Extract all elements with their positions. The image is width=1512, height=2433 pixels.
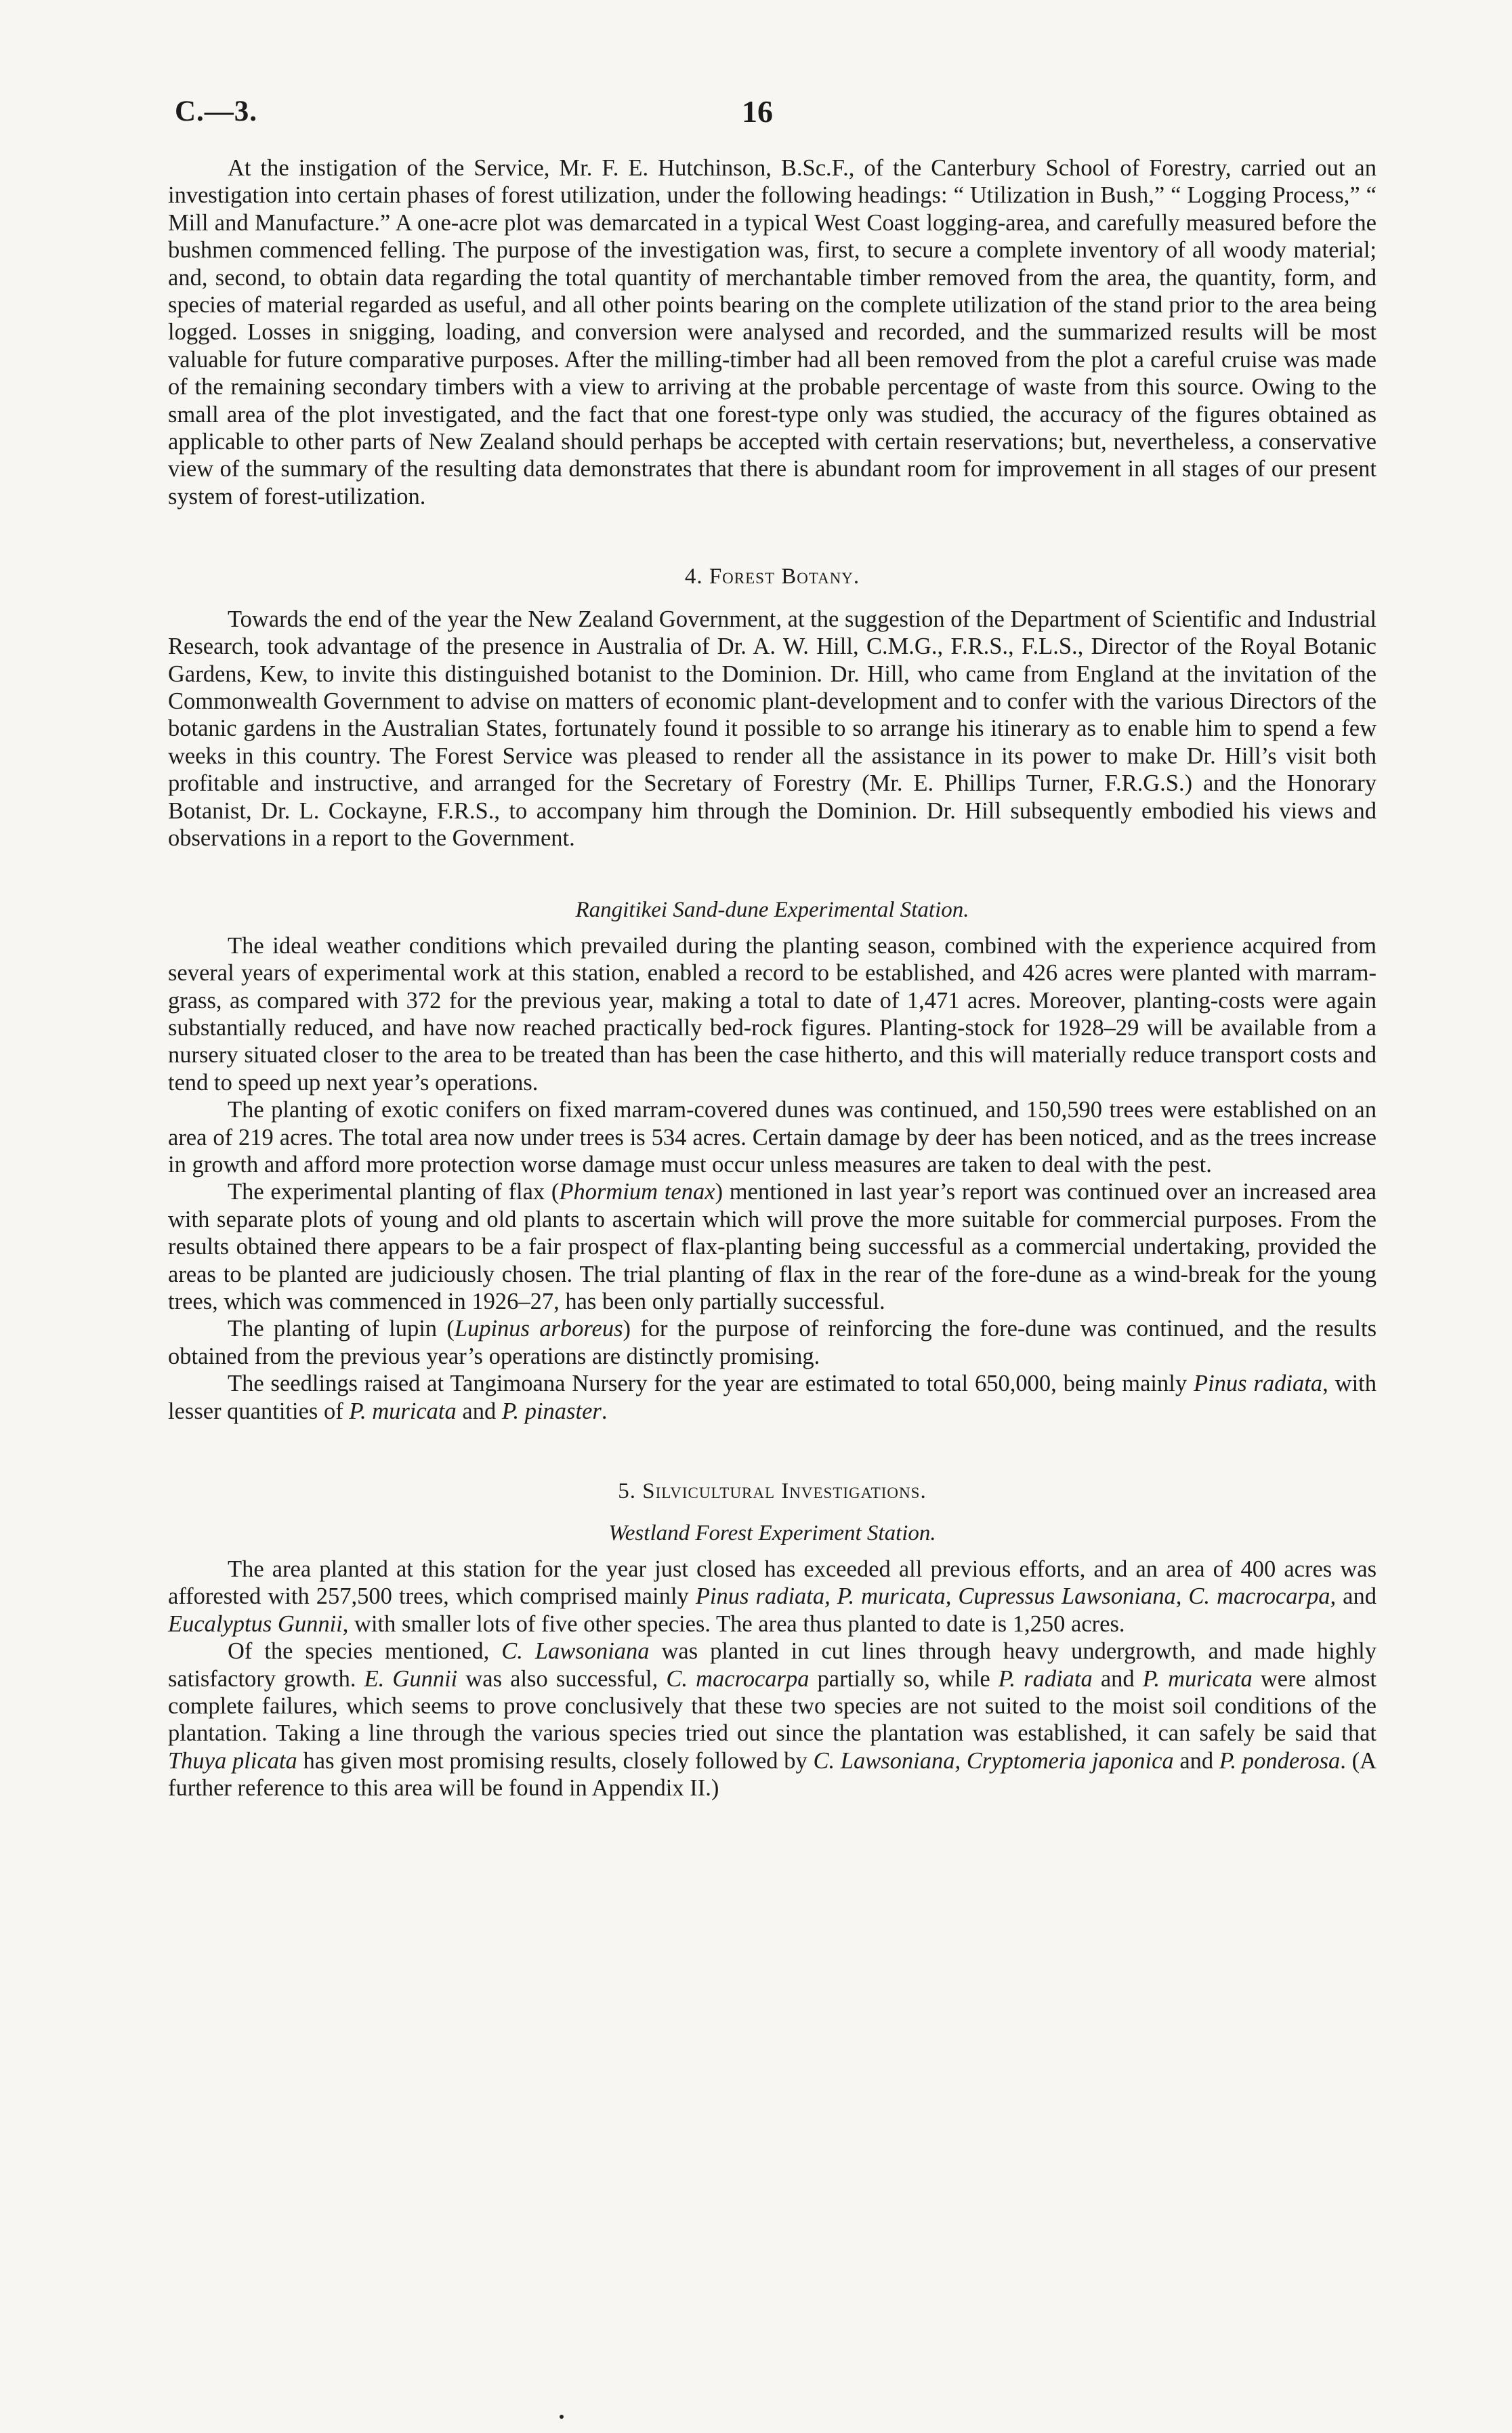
westland-paragraph-1: [168, 1556, 1377, 1638]
section-title: Silvicultural Investigations.: [642, 1479, 927, 1504]
section-number: 5.: [618, 1479, 637, 1504]
text-run: Of the species mentioned,: [228, 1638, 502, 1665]
section-number: 4.: [684, 564, 703, 589]
westland-paragraph-2: [168, 1638, 1377, 1802]
text-run: has given most promising results, closely followed by: [297, 1747, 814, 1774]
section-heading-silvicultural: [168, 1478, 1377, 1505]
text-run: and: [1173, 1747, 1219, 1774]
text-run: , with smaller lots of five other species. The area thus planted to date is 1,250 acres.: [342, 1610, 1125, 1637]
subheading-rangitikei: Rangitikei Sand-dune Experimental Station.: [575, 898, 969, 923]
species-name: Phormium tenax: [559, 1179, 715, 1205]
rangitikei-paragraph-5: [168, 1370, 1377, 1425]
text-run: were almost complete failures, which seems to prove conclusively that these two species are not suited to the moist soil conditions of the plantation. Taking a line through the various species tried out since the plantation was established, it can safely be said that: [168, 1665, 1377, 1747]
rangitikei-paragraph-2: The planting of exotic conifers on fixed marram-covered dunes was continued, and 150,590 trees were established on an area of 219 acres. The total area now under trees is 534 acres. Certain damage by deer has been noticed, and as the trees increase in growth and afford more protection worse damage must occur unless measures are taken to deal with the pest.: [168, 1097, 1377, 1178]
species-name: C. Lawsoniana, Cryptomeria japonica: [813, 1747, 1174, 1774]
text-run: and: [1092, 1665, 1143, 1692]
species-name: E. Gunnii: [364, 1665, 458, 1692]
text-run: was planted in cut lines through heavy undergrowth, and made highly satisfactory growth.: [168, 1638, 1377, 1692]
section-heading-forest-botany: [168, 563, 1377, 590]
rangitikei-paragraph-1: The ideal weather conditions which prevailed during the planting season, combined with the experience acquired from several years of experimental work at this station, enabled a record to be established, and 426 acres were planted with marram-grass, as compared with 372 for the previous year, making a total to date of 1,471 acres. Moreover, planting-costs were again substantially reduced, and have now reached practically bed-rock figures. Planting-stock for 1928–29 will be available from a nursery situated closer to the area to be treated than has been the case hitherto, and this will materially reduce transport costs and tend to speed up next year’s operations.: [168, 932, 1377, 1096]
rangitikei-paragraph-4: [168, 1315, 1377, 1370]
species-name: Lupinus arboreus: [454, 1316, 623, 1342]
text-run: and: [1336, 1583, 1377, 1610]
text-run: partially so, while: [809, 1665, 999, 1692]
text-run: .: [601, 1398, 608, 1424]
page-number: 16: [742, 94, 773, 129]
text-run: The planting of lupin (: [228, 1316, 455, 1342]
species-name: Thuya plicata: [168, 1747, 297, 1774]
species-name: P. ponderosa: [1219, 1747, 1341, 1774]
text-run: The area planted at this station for the year just closed has exceeded all previous efforts, and an area of 400 acres was afforested with 257,500 trees, which comprised mainly: [168, 1556, 1377, 1610]
species-name: C. Lawsoniana: [501, 1638, 650, 1665]
text-run: ) mentioned in last year’s report was continued over an increased area with separate plots of young and old plants to ascertain which will prove the more suitable for commercial purposes. From the results obtained there appears to be a fair prospect of flax-planting being successful as a commercial undertaking, provided the areas to be planted are judiciously chosen. The trial planting of flax in the rear of the fore-dune as a wind-break for the young trees, which was commenced in 1926–27, has been only partially successful.: [168, 1179, 1377, 1315]
text-run: . (A further reference to this area will be found in Appendix II.): [168, 1747, 1377, 1802]
text-run: , with lesser quantities of: [168, 1371, 1377, 1424]
forest-botany-paragraph: Towards the end of the year the New Zealand Government, at the suggestion of the Department of Scientific and Industrial Research, took advantage of the presence in Australia of Dr. A. W. Hill, C.M.G., F.R.S., F.L.S., Director of the Royal Botanic Gardens, Kew, to invite this distinguished botanist to the Dominion. Dr. Hill, who came from England at the invitation of the Commonwealth Government to advise on matters of economic plant-development and to confer with the various Directors of the botanic gardens in the Australian States, fortunately found it possible to so arrange his itinerary as to enable him to spend a few weeks in this country. The Forest Service was pleased to render all the assistance in its power to make Dr. Hill’s visit both profitable and instructive, and arranged for the Secretary of Forestry (Mr. E. Phillips Turner, F.R.G.S.) and the Honorary Botanist, Dr. L. Cockayne, F.R.S., to accompany him through the Dominion. Dr. Hill subsequently embodied his views and observations in a report to the Government.: [168, 606, 1377, 851]
species-name: P. muricata: [349, 1398, 457, 1424]
text-run: was also successful,: [457, 1665, 667, 1692]
page-body: [168, 154, 1377, 1802]
text-run: ) for the purpose of reinforcing the fore-dune was continued, and the results obtained from the previous year’s operations are distinctly promising.: [168, 1316, 1377, 1369]
subheading-westland: Westland Forest Experiment Station.: [608, 1521, 936, 1546]
species-name: Eucalyptus Gunnii: [168, 1610, 343, 1637]
text-run: The experimental planting of flax (: [228, 1179, 560, 1205]
species-name: P. pinaster: [501, 1398, 602, 1424]
document-reference: C.—3.: [175, 96, 258, 127]
species-name: C. macrocarpa: [666, 1665, 810, 1692]
intro-paragraph: At the instigation of the Service, Mr. F. E. Hutchinson, B.Sc.F., of the Canterbury School of Forestry, carried out an investigation into certain phases of forest utilization, under the following headings: “ Utilization in Bush,” “ Logging Process,” “ Mill and Manufacture.” A one-acre plot was demarcated in a typical West Coast logging-area, and carefully measured before the bushmen commenced felling. The purpose of the investigation was, first, to secure a complete inventory of all woody material; and, second, to obtain data regarding the total quantity of merchantable timber removed from the area, the quantity, form, and species of material regarded as useful, and all other points bearing on the complete utilization of the stand prior to the area being logged. Losses in snigging, loading, and conversion were analysed and recorded, and the summarized results will be most valuable for future comparative purposes. After the milling-timber had all been removed from the plot a careful cruise was made of the remaining secondary timbers with a view to arriving at the probable percentage of waste from this source. Owing to the small area of the plot investigated, and the fact that one forest-type only was studied, the accuracy of the figures obtained as applicable to other parts of New Zealand should perhaps be accepted with certain reservations; but, nevertheless, a conservative view of the summary of the resulting data demonstrates that there is abundant room for improvement in all stages of our present system of forest-utilization.: [168, 155, 1377, 510]
species-name: P. muricata: [1142, 1665, 1253, 1692]
text-run: and: [456, 1398, 502, 1424]
species-name: P. radiata: [998, 1665, 1093, 1692]
species-name: Pinus radiata, P. muricata, Cupressus Lawsoniana, C. macrocarpa,: [695, 1583, 1337, 1610]
species-name: Pinus radiata: [1194, 1371, 1323, 1397]
text-run: The seedlings raised at Tangimoana Nursery for the year are estimated to total 650,000, being mainly: [228, 1371, 1194, 1397]
ink-speck: [560, 2415, 564, 2419]
section-title: Forest Botany.: [709, 564, 860, 589]
rangitikei-paragraph-3: [168, 1178, 1377, 1315]
